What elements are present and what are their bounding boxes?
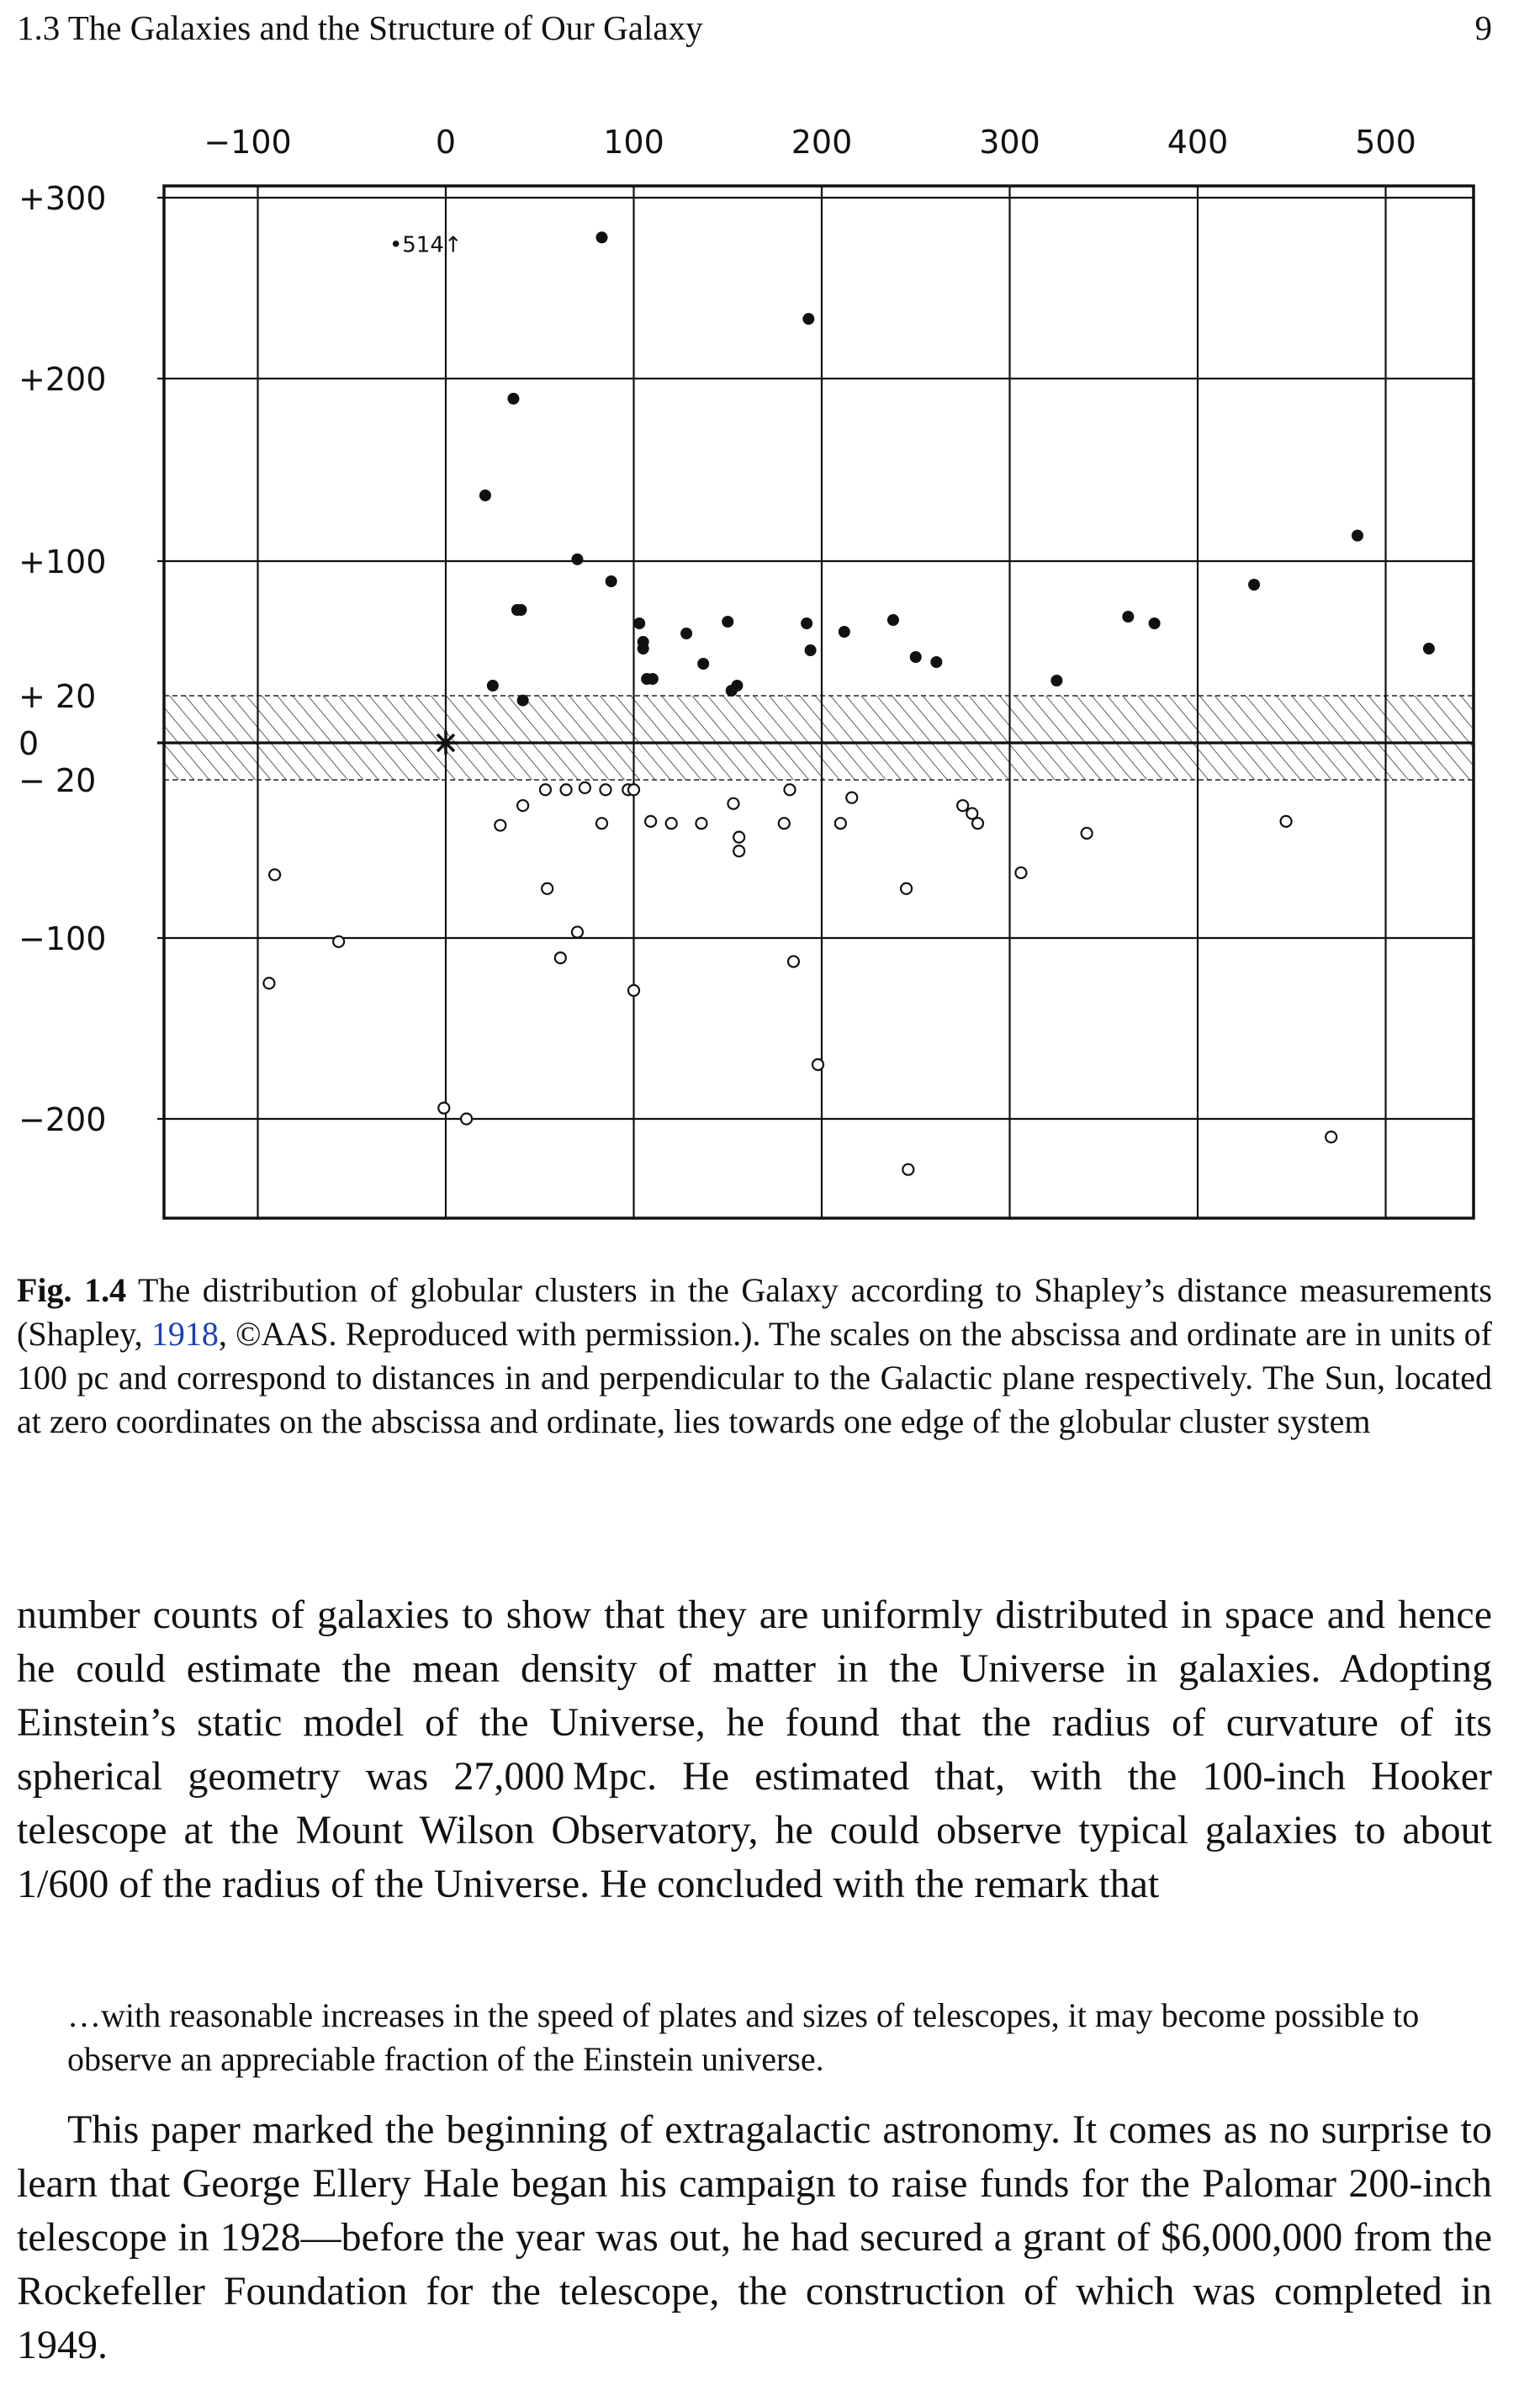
cluster-point-open [957,800,968,811]
cluster-point-filled [1423,643,1435,655]
cluster-point-filled [1248,579,1260,591]
cluster-point-open [1015,867,1026,878]
cluster-point-filled [1122,611,1134,623]
cluster-point-filled [805,644,817,656]
x-tick-label: 200 [791,124,853,161]
cluster-point-open [696,818,706,829]
cluster-point-open [572,926,583,937]
cluster-point-open [972,818,983,829]
cluster-point-filled [680,628,692,639]
cluster-point-filled [697,658,709,670]
body-paragraph-2: This paper marked the beginning of extragalactic astronomy. It comes as no surprise to learn that George Ellery Hale began his campaign to raise funds for the Palomar 200-inch telescope in 1928—before the year was out, he had secured a grant of $6,000,000 from the Rockefeller Foundation for the telescope, the construction of which was completed in 1949. [17,2107,1492,2367]
cluster-point-open [785,784,796,795]
cluster-point-open [561,784,572,795]
cluster-point-open [846,792,857,803]
cluster-point-open [835,818,846,829]
block-quote: …with reasonable increases in the speed of plates and sizes of telescopes, it may become possible to observe an appreciable fraction of the Einstein universe. [67,1996,1420,2078]
figure-globular-clusters [0,109,1540,1245]
x-tick-label: 0 [435,124,457,161]
y-tick-label: +200 [19,361,107,398]
cluster-point-open [1082,828,1093,839]
caption-reference-link[interactable]: 1918 [151,1315,219,1353]
cluster-point-open [263,978,274,988]
cluster-point-open [901,883,912,894]
x-tick-label: −100 [204,124,292,161]
cluster-point-open [628,985,639,996]
x-tick-label: 500 [1355,124,1416,161]
body-paragraph-1: number counts of galaxies to show that they are uniformly distributed in space and hence he could estimate the mean density of matter in the Universe in galaxies. Adopting Einstein’s static model of the Universe, he found that the radius of curvature of its spherical geometry was 27,000 Mpc. He estimated that, with the 100-inch Hooker telescope at the Mount Wilson Observatory, he could observe typical galaxies to about 1/600 of the radius of the Universe. He concluded with the remark that [17,1593,1492,1906]
cluster-point-open [542,883,553,894]
cluster-point-open [579,782,590,793]
cluster-point-open [779,818,790,829]
y-tick-label: −200 [19,1101,107,1138]
cluster-point-open [596,818,607,829]
cluster-point-open [438,1103,449,1114]
cluster-point-filled [1149,617,1161,629]
annotation-514: •514↑ [389,232,463,258]
x-tick-label: 400 [1167,124,1229,161]
cluster-point-open [1281,816,1292,827]
y-tick-label: +100 [19,543,107,580]
y-tick-label: 0 [19,725,40,762]
cluster-point-filled [571,554,583,565]
cluster-point-filled [515,604,527,616]
cluster-point-filled [801,617,812,629]
cluster-point-filled [802,313,814,325]
cluster-point-open [728,798,738,809]
scatter-chart [0,109,1540,1245]
x-tick-label: 100 [603,124,664,161]
cluster-point-filled [910,651,922,663]
cluster-point-filled [633,617,645,629]
cluster-point-open [788,956,799,967]
cluster-point-open [495,820,505,831]
y-tick-label: −100 [19,920,107,957]
y-tick-label: + 20 [19,678,97,715]
cluster-point-open [461,1114,472,1125]
caption-text-2: , ©AAS. Reproduced with permission.). The scales on the abscissa and ordinate are in units of 100 pc and correspond to distances in and perpendicular to the Galactic plane respectively. The Sun, located at zero coordinates on the abscissa and ordinate, lies towards one edge of the globular cluster system [17,1315,1492,1440]
cluster-point-filled [647,673,659,685]
cluster-point-filled [606,575,617,587]
cluster-point-open [1326,1132,1336,1142]
cluster-point-filled [596,231,608,243]
cluster-point-open [812,1059,823,1070]
cluster-point-open [628,784,639,795]
cluster-point-filled [930,656,942,668]
x-tick-label: 300 [979,124,1040,161]
caption-label: Fig. 1.4 [17,1271,127,1309]
running-head [17,7,1492,49]
cluster-point-open [333,936,344,947]
cluster-point-filled [726,685,738,697]
cluster-point-filled [722,616,733,628]
figure-caption [17,1269,1492,1444]
cluster-point-filled [517,695,529,707]
cluster-point-open [733,832,744,843]
cluster-point-filled [479,490,491,501]
cluster-point-open [733,845,744,856]
cluster-point-open [645,816,656,827]
cluster-point-filled [487,680,499,692]
section-title: 1.3 The Galaxies and the Structure of Our Galaxy [17,8,703,47]
cluster-point-open [666,818,677,829]
galactic-plane-band [164,696,1474,780]
cluster-point-filled [1050,675,1062,686]
cluster-point-filled [839,626,850,638]
y-tick-label: +300 [19,180,107,217]
cluster-point-open [902,1164,913,1175]
cluster-point-open [517,800,528,811]
cluster-point-filled [887,614,899,626]
y-tick-label: − 20 [19,762,97,799]
cluster-point-open [269,869,280,880]
cluster-point-filled [1352,530,1363,542]
cluster-point-filled [507,393,519,405]
cluster-point-open [555,952,566,963]
cluster-point-open [600,784,611,795]
cluster-point-open [540,784,551,795]
sun-marker-icon [434,731,458,755]
cluster-point-filled [638,643,649,655]
page-number: 9 [1474,8,1492,47]
caption-text-1: The distribution of globular clusters in the Galaxy according to Shapley’s distance measurements (Shapley, [17,1271,1493,1353]
